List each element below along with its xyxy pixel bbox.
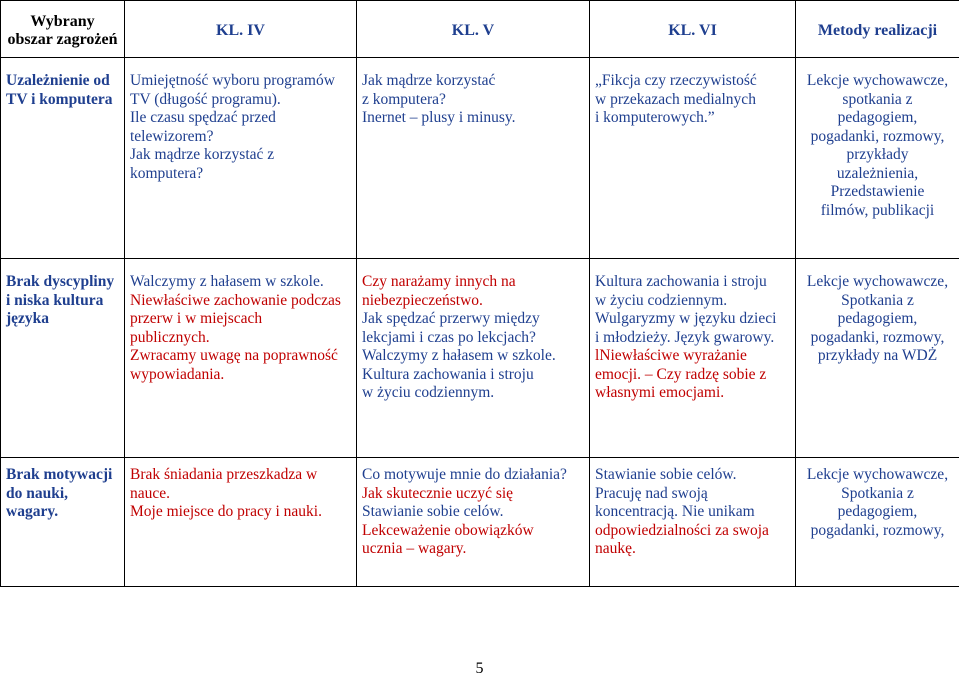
cell-line: Jak skutecznie uczyć się — [362, 485, 584, 504]
methods-cell — [796, 58, 959, 259]
page-number: 5 — [0, 660, 959, 678]
cell-line: własnymi emocjami. — [595, 384, 790, 403]
cell-line: filmów, publikacji — [801, 202, 954, 221]
cell-line: spotkania z — [801, 91, 954, 110]
kl4-cell — [125, 259, 357, 458]
cell-line: Lekceważenie obowiązków — [362, 522, 584, 541]
cell-line: publicznych. — [130, 329, 351, 348]
cell-line: lekcjami i czas po lekcjach? — [362, 329, 584, 348]
cell-line: przerw i w miejscach — [130, 310, 351, 329]
kl5-cell — [357, 58, 590, 259]
header-methods: Metody realizacji — [796, 1, 959, 58]
cell-line: w życiu codziennym. — [595, 292, 790, 311]
cell-line: koncentracją. Nie unikam — [595, 503, 790, 522]
kl6-cell — [590, 259, 796, 458]
cell-line: i komputerowych.” — [595, 109, 790, 128]
kl4-cell — [125, 458, 357, 587]
cell-line: Ile czasu spędzać przed — [130, 109, 351, 128]
header-kl4: KL. IV — [125, 1, 357, 58]
cell-line: ucznia – wagary. — [362, 540, 584, 559]
cell-line: uzależnienia, — [801, 165, 954, 184]
cell-line: i młodzieży. Język gwarowy. — [595, 329, 790, 348]
cell-line: Lekcje wychowawcze, — [801, 273, 954, 292]
cell-line: niebezpieczeństwo. — [362, 292, 584, 311]
cell-line: Walczymy z hałasem w szkole. — [362, 347, 584, 366]
area-cell: Brak motywacji do nauki, wagary. — [1, 458, 125, 587]
cell-line: pedagogiem, — [801, 503, 954, 522]
cell-line: wypowiadania. — [130, 366, 351, 385]
cell-line: Jak spędzać przerwy między — [362, 310, 584, 329]
cell-line: Umiejętność wyboru programów — [130, 72, 351, 91]
cell-line: Kultura zachowania i stroju — [595, 273, 790, 292]
cell-line: „Fikcja czy rzeczywistość — [595, 72, 790, 91]
cell-line: pedagogiem, — [801, 109, 954, 128]
methods-cell — [796, 259, 959, 458]
cell-line: TV (długość programu). — [130, 91, 351, 110]
cell-line: telewizorem? — [130, 128, 351, 147]
kl5-cell — [357, 458, 590, 587]
cell-line: Moje miejsce do pracy i nauki. — [130, 503, 351, 522]
cell-line: Spotkania z — [801, 292, 954, 311]
kl6-cell — [590, 458, 796, 587]
table-row — [1, 458, 959, 587]
cell-line: Czy narażamy innych na — [362, 273, 584, 292]
header-kl6: KL. VI — [590, 1, 796, 58]
cell-line: Walczymy z hałasem w szkole. — [130, 273, 351, 292]
cell-line: komputera? — [130, 165, 351, 184]
cell-line: Inernet – plusy i minusy. — [362, 109, 584, 128]
area-cell: Brak dyscypliny i niska kultura języka — [1, 259, 125, 458]
cell-line: naukę. — [595, 540, 790, 559]
cell-line: pogadanki, rozmowy, — [801, 329, 954, 348]
table-row — [1, 58, 959, 259]
cell-line: emocji. – Czy radzę sobie z — [595, 366, 790, 385]
cell-line: Jak mądrze korzystać — [362, 72, 584, 91]
cell-line: pogadanki, rozmowy, — [801, 522, 954, 541]
kl4-cell — [125, 58, 357, 259]
cell-line: Stawianie sobie celów. — [362, 503, 584, 522]
kl5-cell — [357, 259, 590, 458]
table-row — [1, 259, 959, 458]
cell-line: Niewłaściwe zachowanie podczas — [130, 292, 351, 311]
header-area: Wybrany obszar zagrożeń — [1, 1, 125, 58]
cell-line: Przedstawienie — [801, 183, 954, 202]
cell-line: Pracuję nad swoją — [595, 485, 790, 504]
cell-line: Zwracamy uwagę na poprawność — [130, 347, 351, 366]
cell-line: Brak śniadania przeszkadza w — [130, 466, 351, 485]
cell-line: odpowiedzialności za swoja — [595, 522, 790, 541]
header-kl5: KL. V — [357, 1, 590, 58]
cell-line: Wulgaryzmy w języku dzieci — [595, 310, 790, 329]
cell-line: przykłady na WDŻ — [801, 347, 954, 366]
kl6-cell — [590, 58, 796, 259]
cell-line: Jak mądrze korzystać z — [130, 146, 351, 165]
cell-line: w przekazach medialnych — [595, 91, 790, 110]
area-cell: Uzależnienie od TV i komputera — [1, 58, 125, 259]
cell-line: Co motywuje mnie do działania? — [362, 466, 584, 485]
cell-line: w życiu codziennym. — [362, 384, 584, 403]
cell-line: Stawianie sobie celów. — [595, 466, 790, 485]
cell-line: Lekcje wychowawcze, — [801, 72, 954, 91]
header-row — [1, 1, 959, 58]
cell-line: przykłady — [801, 146, 954, 165]
cell-line: nauce. — [130, 485, 351, 504]
cell-line: pedagogiem, — [801, 310, 954, 329]
cell-line: Lekcje wychowawcze, — [801, 466, 954, 485]
cell-line: lNiewłaściwe wyrażanie — [595, 347, 790, 366]
methods-cell — [796, 458, 959, 587]
cell-line: pogadanki, rozmowy, — [801, 128, 954, 147]
cell-line: Spotkania z — [801, 485, 954, 504]
cell-line: Kultura zachowania i stroju — [362, 366, 584, 385]
cell-line: z komputera? — [362, 91, 584, 110]
